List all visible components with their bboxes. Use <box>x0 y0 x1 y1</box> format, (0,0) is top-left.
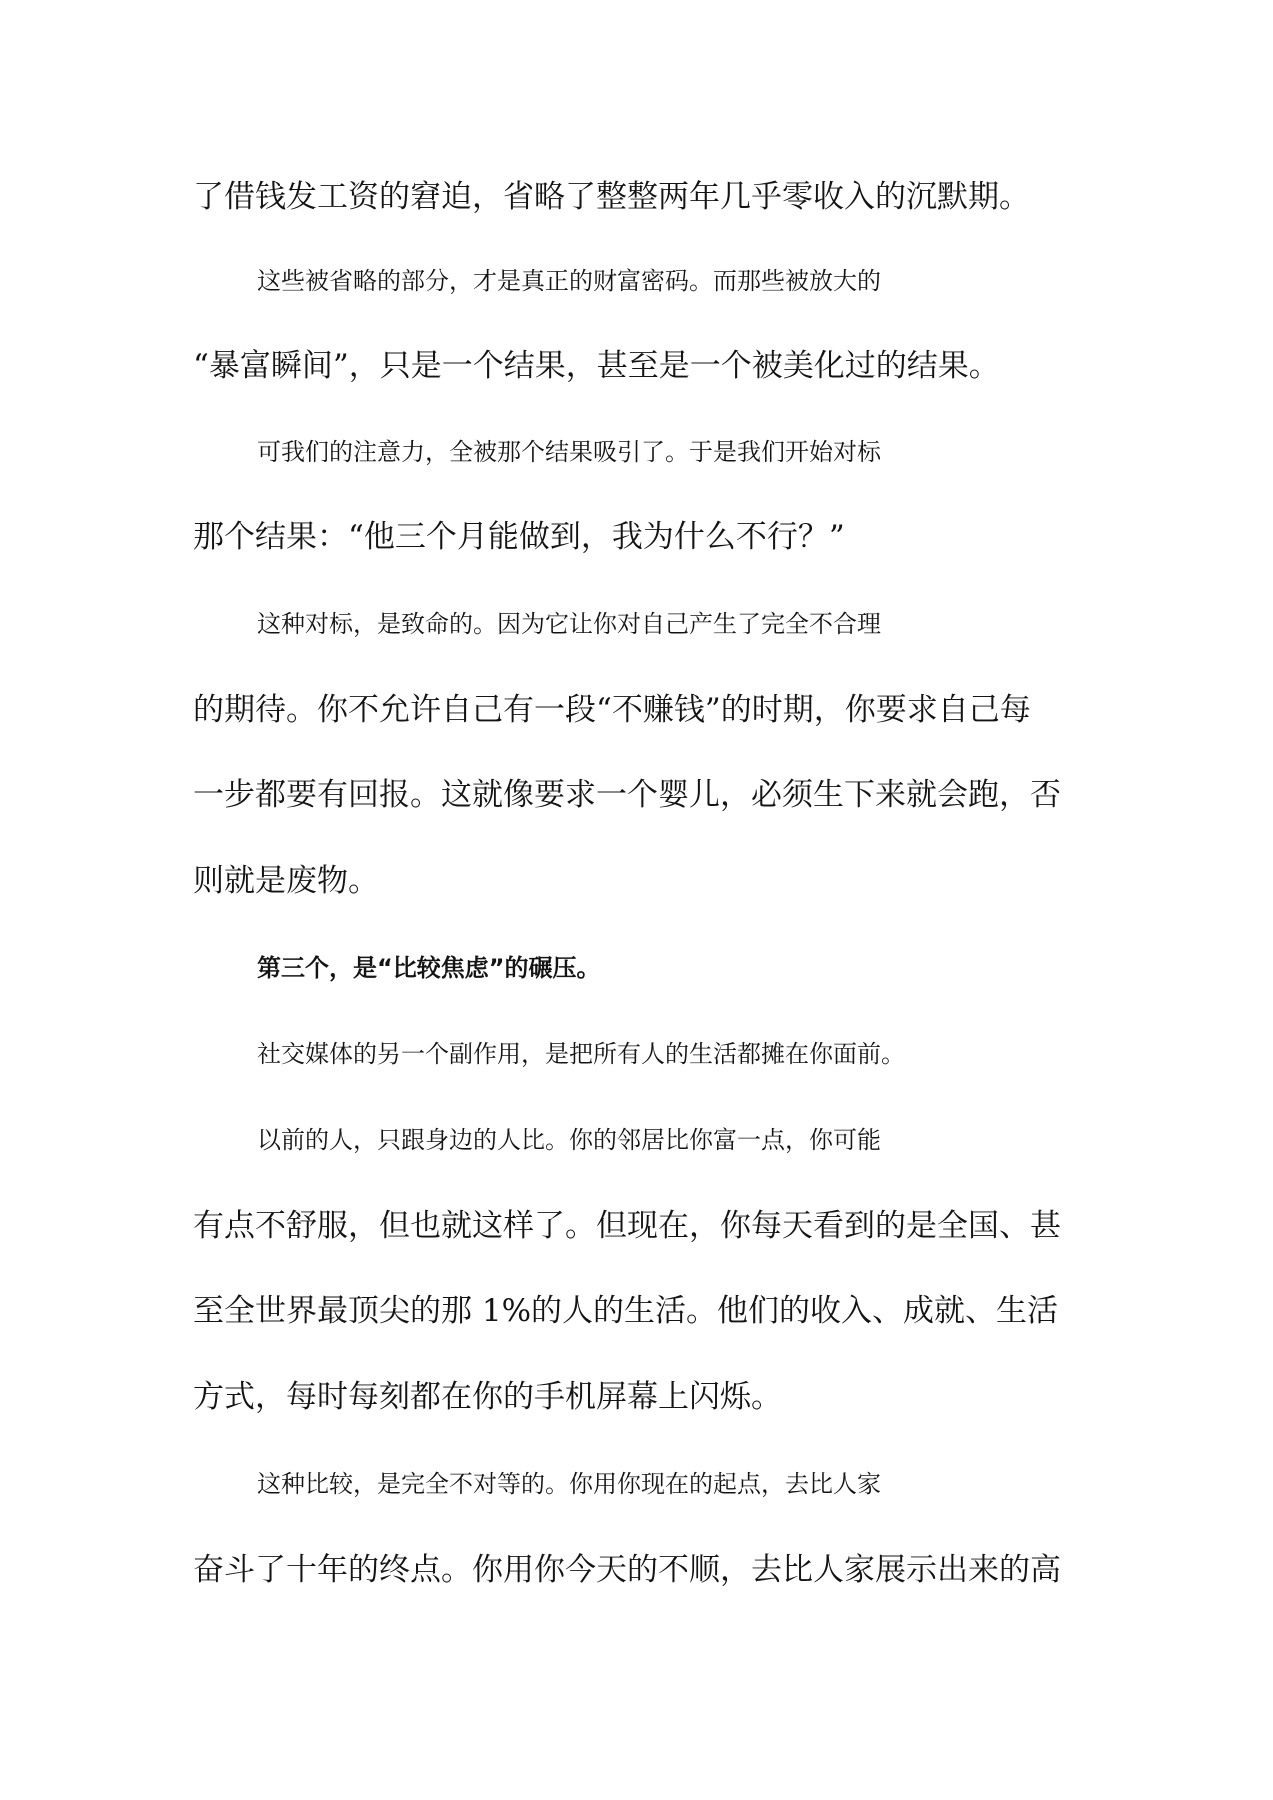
text-line: 了借钱发工资的窘迫，省略了整整两年几乎零收入的沉默期。 <box>193 179 1030 215</box>
text-line: 至全世界最顶尖的那 1%的人的生活。他们的收入、成就、生活 <box>193 1293 1059 1329</box>
text-line: 方式，每时每刻都在你的手机屏幕上闪烁。 <box>193 1379 782 1415</box>
paragraph-first-line: 社交媒体的另一个副作用，是把所有人的生活都摊在你面前。 <box>257 1040 905 1068</box>
paragraph-first-line: 以前的人，只跟身边的人比。你的邻居比你富一点，你可能 <box>257 1126 881 1154</box>
text-line: 的期待。你不允许自己有一段“不赚钱”的时期，你要求自己每 <box>193 692 1031 728</box>
text-line: 则就是废物。 <box>193 863 379 899</box>
text-line: 那个结果：“他三个月能做到，我为什么不行？” <box>193 519 845 555</box>
paragraph-first-line: 这种对标，是致命的。因为它让你对自己产生了完全不合理 <box>257 610 881 638</box>
paragraph-first-line: 可我们的注意力，全被那个结果吸引了。于是我们开始对标 <box>257 438 881 466</box>
text-line: 奋斗了十年的终点。你用你今天的不顺，去比人家展示出来的高 <box>193 1552 1061 1588</box>
text-line: 一步都要有回报。这就像要求一个婴儿，必须生下来就会跑，否 <box>193 777 1061 813</box>
text-line: 有点不舒服，但也就这样了。但现在，你每天看到的是全国、甚 <box>193 1208 1061 1244</box>
section-heading: 第三个，是“比较焦虑”的碾压。 <box>257 954 601 982</box>
paragraph-first-line: 这种比较，是完全不对等的。你用你现在的起点，去比人家 <box>257 1470 881 1498</box>
paragraph-first-line: 这些被省略的部分，才是真正的财富密码。而那些被放大的 <box>257 267 881 295</box>
text-line: “暴富瞬间”，只是一个结果，甚至是一个被美化过的结果。 <box>193 348 1000 384</box>
